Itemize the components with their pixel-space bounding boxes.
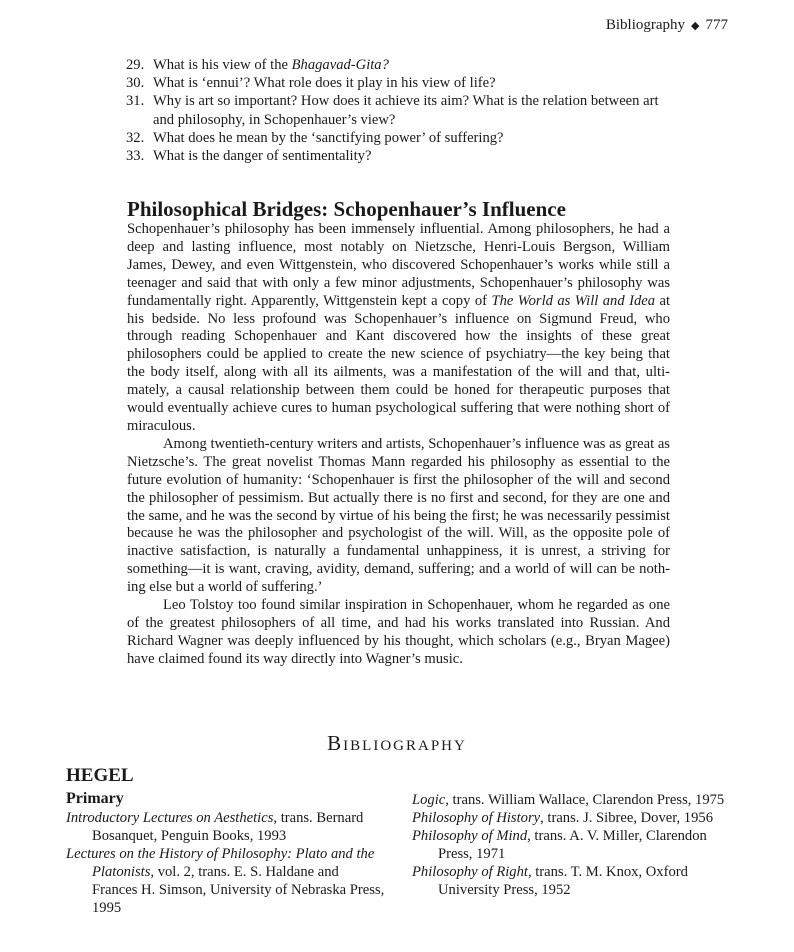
question-text: Why is art so important? How does it achieve its aim? What is the relation between art and philosophy, in Schopenhauer’s view? <box>153 93 659 128</box>
page-number: 777 <box>705 17 728 33</box>
bibliography-left-column <box>66 809 386 917</box>
question-number: 31. <box>126 93 145 110</box>
question-number: 32. <box>126 129 145 146</box>
entry-title: Lectures on the History of Philosophy: Plato and the Platonists <box>66 846 375 880</box>
bibliography-subheading: Primary <box>66 790 124 807</box>
essay-paragraph: Leo Tolstoy too found similar inspiration in Schopenhauer, whom he regarded as one of the greatest philosophers of all time, and had his works translated into Russian. And Richard Wagner was deeply influenced by his thought, which scholars (e.g., Bryan Magee) have claimed found its way directly into Wagner’s music. <box>127 597 670 667</box>
running-head-title: Bibliography <box>605 17 686 33</box>
entry-title: Philosophy of Right <box>412 864 528 880</box>
question-item <box>126 129 671 147</box>
diamond-icon: ◆ <box>691 20 700 32</box>
bibliography-author-heading: HEGEL <box>66 765 134 786</box>
question-italic-title: Bhagavad-Gita? <box>291 57 389 73</box>
bibliography-title: Bibliography <box>327 731 467 755</box>
question-text: What is his view of the <box>153 57 292 73</box>
running-head <box>606 17 728 34</box>
bibliography-entry <box>66 845 386 917</box>
question-item <box>126 147 671 165</box>
question-item <box>126 74 671 92</box>
question-text: What does he mean by the ‘sanctifying power’ of suffering? <box>153 129 504 146</box>
question-number: 30. <box>126 75 145 92</box>
entry-title: Logic <box>412 792 446 808</box>
book-title: The World as Will and Idea <box>491 292 656 309</box>
entry-details: , trans. Bernard Bosanquet, Penguin Books, 1993 <box>92 810 364 844</box>
question-text: What is ‘ennui’? What role does it play in his view of life? <box>153 75 496 92</box>
entry-details: , trans. J. Sibree, Dover, 1956 <box>540 810 713 826</box>
entry-title: Philosophy of History <box>412 810 541 826</box>
entry-title: Philosophy of Mind <box>412 828 528 844</box>
section-heading: Philosophical Bridges: Schopenhauer’s Influence <box>127 197 566 221</box>
question-text: What is the danger of sentimentality? <box>153 148 372 165</box>
essay-paragraph <box>127 221 670 436</box>
essay-paragraph: Among twentieth-century writers and artists, Schopenhauer’s influence was as great as Nietzsche’s. The great novelist Thomas Mann regarded his philosophy as essential to the future evolution of humanity: ‘Schopenhauer is first the philosopher of the will and second the philosopher of pessimism. But actually there is no first and second, for they are one and the same, and he was the second by virtue of his being the first; he was necessarily pessimist because he was the philosopher and psychologist of the will. Will, as the opposite pole of inactive satisfaction, is naturally a fundamental unhappiness, it is unrest, a striving for something—it is want, craving, avidity, demand, suffering; and a world of will can be noth-ing else but a world of suffering.’ <box>127 435 670 596</box>
bibliography-entry <box>412 791 742 809</box>
question-item <box>126 56 671 74</box>
bibliography-entry <box>412 863 742 899</box>
paragraph-text: Schopenhauer’s philosophy has been immensely influential. Among philosophers, he had a deep and lasting influence, most notably on Nietzsche, Henri-Louis Bergson, William James, Dewey, and even Wittgenstein, who discovered Schopenhauer’s works while still a teenager and said that with only a few minor adjustments, Schopenhauer’s philosophy was fundamentally right. Apparently, Wittgenstein kept a copy of <box>127 221 670 309</box>
bibliography-entry <box>412 809 742 827</box>
study-questions <box>126 56 671 165</box>
entry-details: , trans. A. V. Miller, Clarendon Press, 1971 <box>438 828 707 862</box>
question-number: 33. <box>126 148 145 165</box>
entry-title: Introductory Lectures on Aesthetics <box>66 810 274 826</box>
bibliography-right-column <box>412 791 742 899</box>
bibliography-entry <box>66 809 386 845</box>
question-item <box>126 92 671 128</box>
entry-details: , trans. T. M. Knox, Oxford University Press, 1952 <box>438 864 688 898</box>
essay-body <box>127 221 670 669</box>
question-number: 29. <box>126 57 145 73</box>
bibliography-entry <box>412 827 742 863</box>
entry-details: , vol. 2, trans. E. S. Haldane and Frances H. Simson, University of Nebraska Press, 1995 <box>92 864 385 916</box>
entry-details: , trans. William Wallace, Clarendon Press, 1975 <box>445 792 725 808</box>
paragraph-text: at his bedside. No less profound was Schopenhauer’s influence on Sigmund Freud, who through reading Schopenhauer and Kant discovered how the insights of these great philosophers could be applied to create the new science of psychiatry—the key being that the body itself, along with all its ailments, was a manifestation of the will and that, ulti-mately, a causal relationship between them could be honed for therapeutic purposes that would eventually achieve cures to human psychological suffering that were nothing short of miraculous. <box>127 292 671 434</box>
